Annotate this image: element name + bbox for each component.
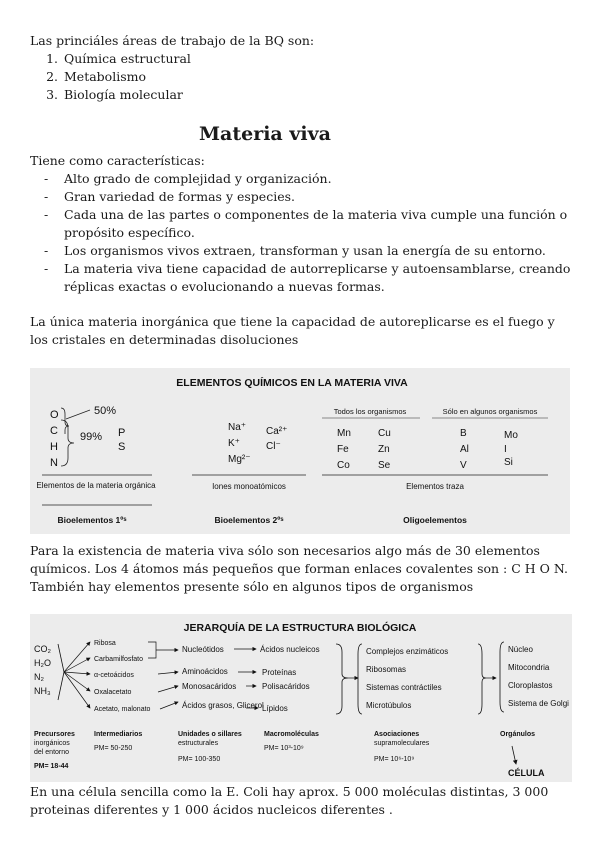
- figure-title: JERARQUÍA DE LA ESTRUCTURA BIOLÓGICA: [183, 622, 417, 634]
- trace-element: Mn: [337, 428, 351, 439]
- organelle: Núcleo: [508, 645, 533, 654]
- caption-precursors-3: del entorno: [34, 749, 70, 756]
- precursor: NH₃: [34, 686, 51, 696]
- organelle: Cloroplastos: [508, 681, 553, 690]
- element-n: N: [50, 457, 58, 469]
- pm-precursors: PM= 18-44: [34, 763, 69, 770]
- trace-element: Zn: [378, 444, 390, 455]
- pm-intermediates: PM= 50-250: [94, 745, 133, 752]
- organelle: Mitocondria: [508, 663, 550, 672]
- list-item: 3. Biología molecular: [62, 86, 191, 104]
- list-item: 2. Metabolismo: [62, 68, 191, 86]
- association: Microtúbulos: [366, 701, 412, 710]
- list-item: - Alto grado de complejidad y organización.: [64, 170, 600, 188]
- section-title: Materia viva: [199, 123, 331, 145]
- bio2-label: Bioelementos 2ºˢ: [214, 515, 284, 525]
- caption-intermediates: Intermediarios: [94, 731, 143, 738]
- trace-element: Al: [460, 444, 469, 455]
- brace-99: [61, 420, 74, 466]
- list-item: - La materia viva tiene capacidad de autorreplicarse y autoensamblarse, creando réplicas exactas o evolucionando a nuevas formas.: [64, 260, 600, 296]
- caption-organelles: Orgánulos: [500, 731, 536, 738]
- caption-macro: Macromoléculas: [264, 731, 319, 738]
- trace-element: I: [504, 444, 507, 455]
- element-c: C: [50, 425, 58, 437]
- trace-element: Si: [504, 457, 513, 468]
- precursor: N₂: [34, 672, 44, 682]
- unit-fatty: Ácidos grasos, Glicerol: [182, 701, 264, 710]
- caption-precursors: Precursores: [34, 731, 75, 738]
- unit: Nucleótidos: [182, 645, 224, 654]
- trace-element: Fe: [337, 444, 349, 455]
- pct-50: 50%: [94, 405, 117, 417]
- intermediate: α-cetoácidos: [94, 672, 134, 679]
- list-item: - Gran variedad de formas y especies.: [64, 188, 600, 206]
- pct-99: 99%: [80, 431, 103, 443]
- macromolecule: Lípidos: [262, 704, 288, 713]
- association: Sistemas contráctiles: [366, 683, 442, 692]
- trace-element: V: [460, 460, 467, 471]
- pm-assoc: PM= 10⁶-10⁹: [374, 756, 415, 763]
- pm-units: PM= 100-350: [178, 756, 221, 763]
- hierarchy-figure: [30, 614, 572, 782]
- elements-paragraph: Para la existencia de materia viva sólo son necesarios algo más de 30 elementos químicos. Los 4 átomos más pequeños que forman enlaces covalentes son : C H O N. También hay elementos presente sólo en algunos tipos de organismos: [30, 543, 568, 594]
- trace-element: Cu: [378, 428, 391, 439]
- trace-element: Mo: [504, 430, 518, 441]
- precursor: H₂O: [34, 658, 51, 668]
- caption-units: Unidades o sillares: [178, 731, 242, 738]
- trace-element: B: [460, 428, 467, 439]
- macromolecule: Polisacáridos: [262, 682, 310, 691]
- algunos-head: Sólo en algunos organismos: [442, 407, 538, 416]
- element-h: H: [50, 441, 58, 453]
- intermediate: Carbamilfosfato: [94, 656, 144, 663]
- trace-element: Se: [378, 460, 391, 471]
- caption-precursors-2: inorgánicos: [34, 740, 70, 747]
- ion-caption: Iones monoatómicos: [212, 482, 286, 491]
- ion-mg: Mg²⁻: [228, 454, 251, 465]
- ion-k: K⁺: [228, 438, 240, 449]
- precursor: CO₂: [34, 644, 51, 654]
- list-item: 1. Química estructural: [62, 50, 191, 68]
- association: Ribosomas: [366, 665, 407, 674]
- trace-element: Co: [337, 460, 350, 471]
- organelle: Sistema de Golgi: [508, 699, 569, 708]
- todos-head: Todos los organismos: [333, 407, 407, 416]
- element-p: P: [118, 427, 126, 439]
- caption-assoc: Asociaciones: [374, 731, 420, 738]
- ion-cl: Cl⁻: [266, 441, 281, 452]
- ecoli-paragraph: En una célula sencilla como la E. Coli hay aprox. 5 000 moléculas distintas, 3 000 proteinas diferentes y 1 000 ácidos nucleicos diferentes .: [30, 784, 549, 817]
- macromolecule: Ácidos nucleicos: [260, 645, 320, 654]
- elements-figure: [30, 368, 570, 534]
- intermediate: Ribosa: [94, 640, 116, 647]
- trace-caption: Elementos traza: [406, 482, 464, 491]
- intermediate: Acetato, malonato: [94, 706, 151, 713]
- figure-title: ELEMENTOS QUÍMICOS EN LA MATERIA VIVA: [176, 377, 408, 389]
- element-o: O: [50, 409, 59, 421]
- caption-units-2: estructurales: [178, 740, 219, 747]
- unit: Aminoácidos: [182, 667, 228, 676]
- bio1-label: Bioelementos 1ºˢ: [57, 515, 127, 525]
- intermediate: Oxalacetato: [94, 689, 132, 696]
- macromolecule: Proteínas: [262, 668, 297, 677]
- pm-macro: PM= 10³-10⁹: [264, 745, 304, 752]
- oligo-label: Oligoelementos: [403, 515, 467, 525]
- areas-list: [30, 50, 191, 104]
- unit: Monosacáridos: [182, 682, 237, 691]
- down-arrow: [512, 746, 516, 764]
- caption-assoc-2: supramoleculares: [374, 740, 430, 747]
- intro-text: Las princiáles áreas de trabajo de la BQ son:: [30, 33, 315, 48]
- characteristics-list: [30, 170, 600, 296]
- hierarchy-diagram: [30, 614, 572, 782]
- org-caption: Elementos de la materia orgánica: [36, 481, 156, 490]
- inorganic-paragraph: La única materia inorgánica que tiene la capacidad de autoreplicarse es el fuego y los cristales en determinadas disoluciones: [30, 314, 555, 347]
- ion-na: Na⁺: [228, 422, 247, 433]
- ion-ca: Ca²⁺: [266, 426, 288, 437]
- celula-label: CÉLULA: [508, 768, 545, 778]
- list-item: - Los organismos vivos extraen, transforman y usan la energía de su entorno.: [64, 242, 600, 260]
- element-s: S: [118, 441, 126, 453]
- elements-diagram: [30, 368, 570, 534]
- list-item: - Cada una de las partes o componentes de la materia viva cumple una función o propósito específico.: [64, 206, 600, 242]
- characteristics-lead: Tiene como características:: [30, 153, 205, 168]
- association: Complejos enzimáticos: [366, 647, 449, 656]
